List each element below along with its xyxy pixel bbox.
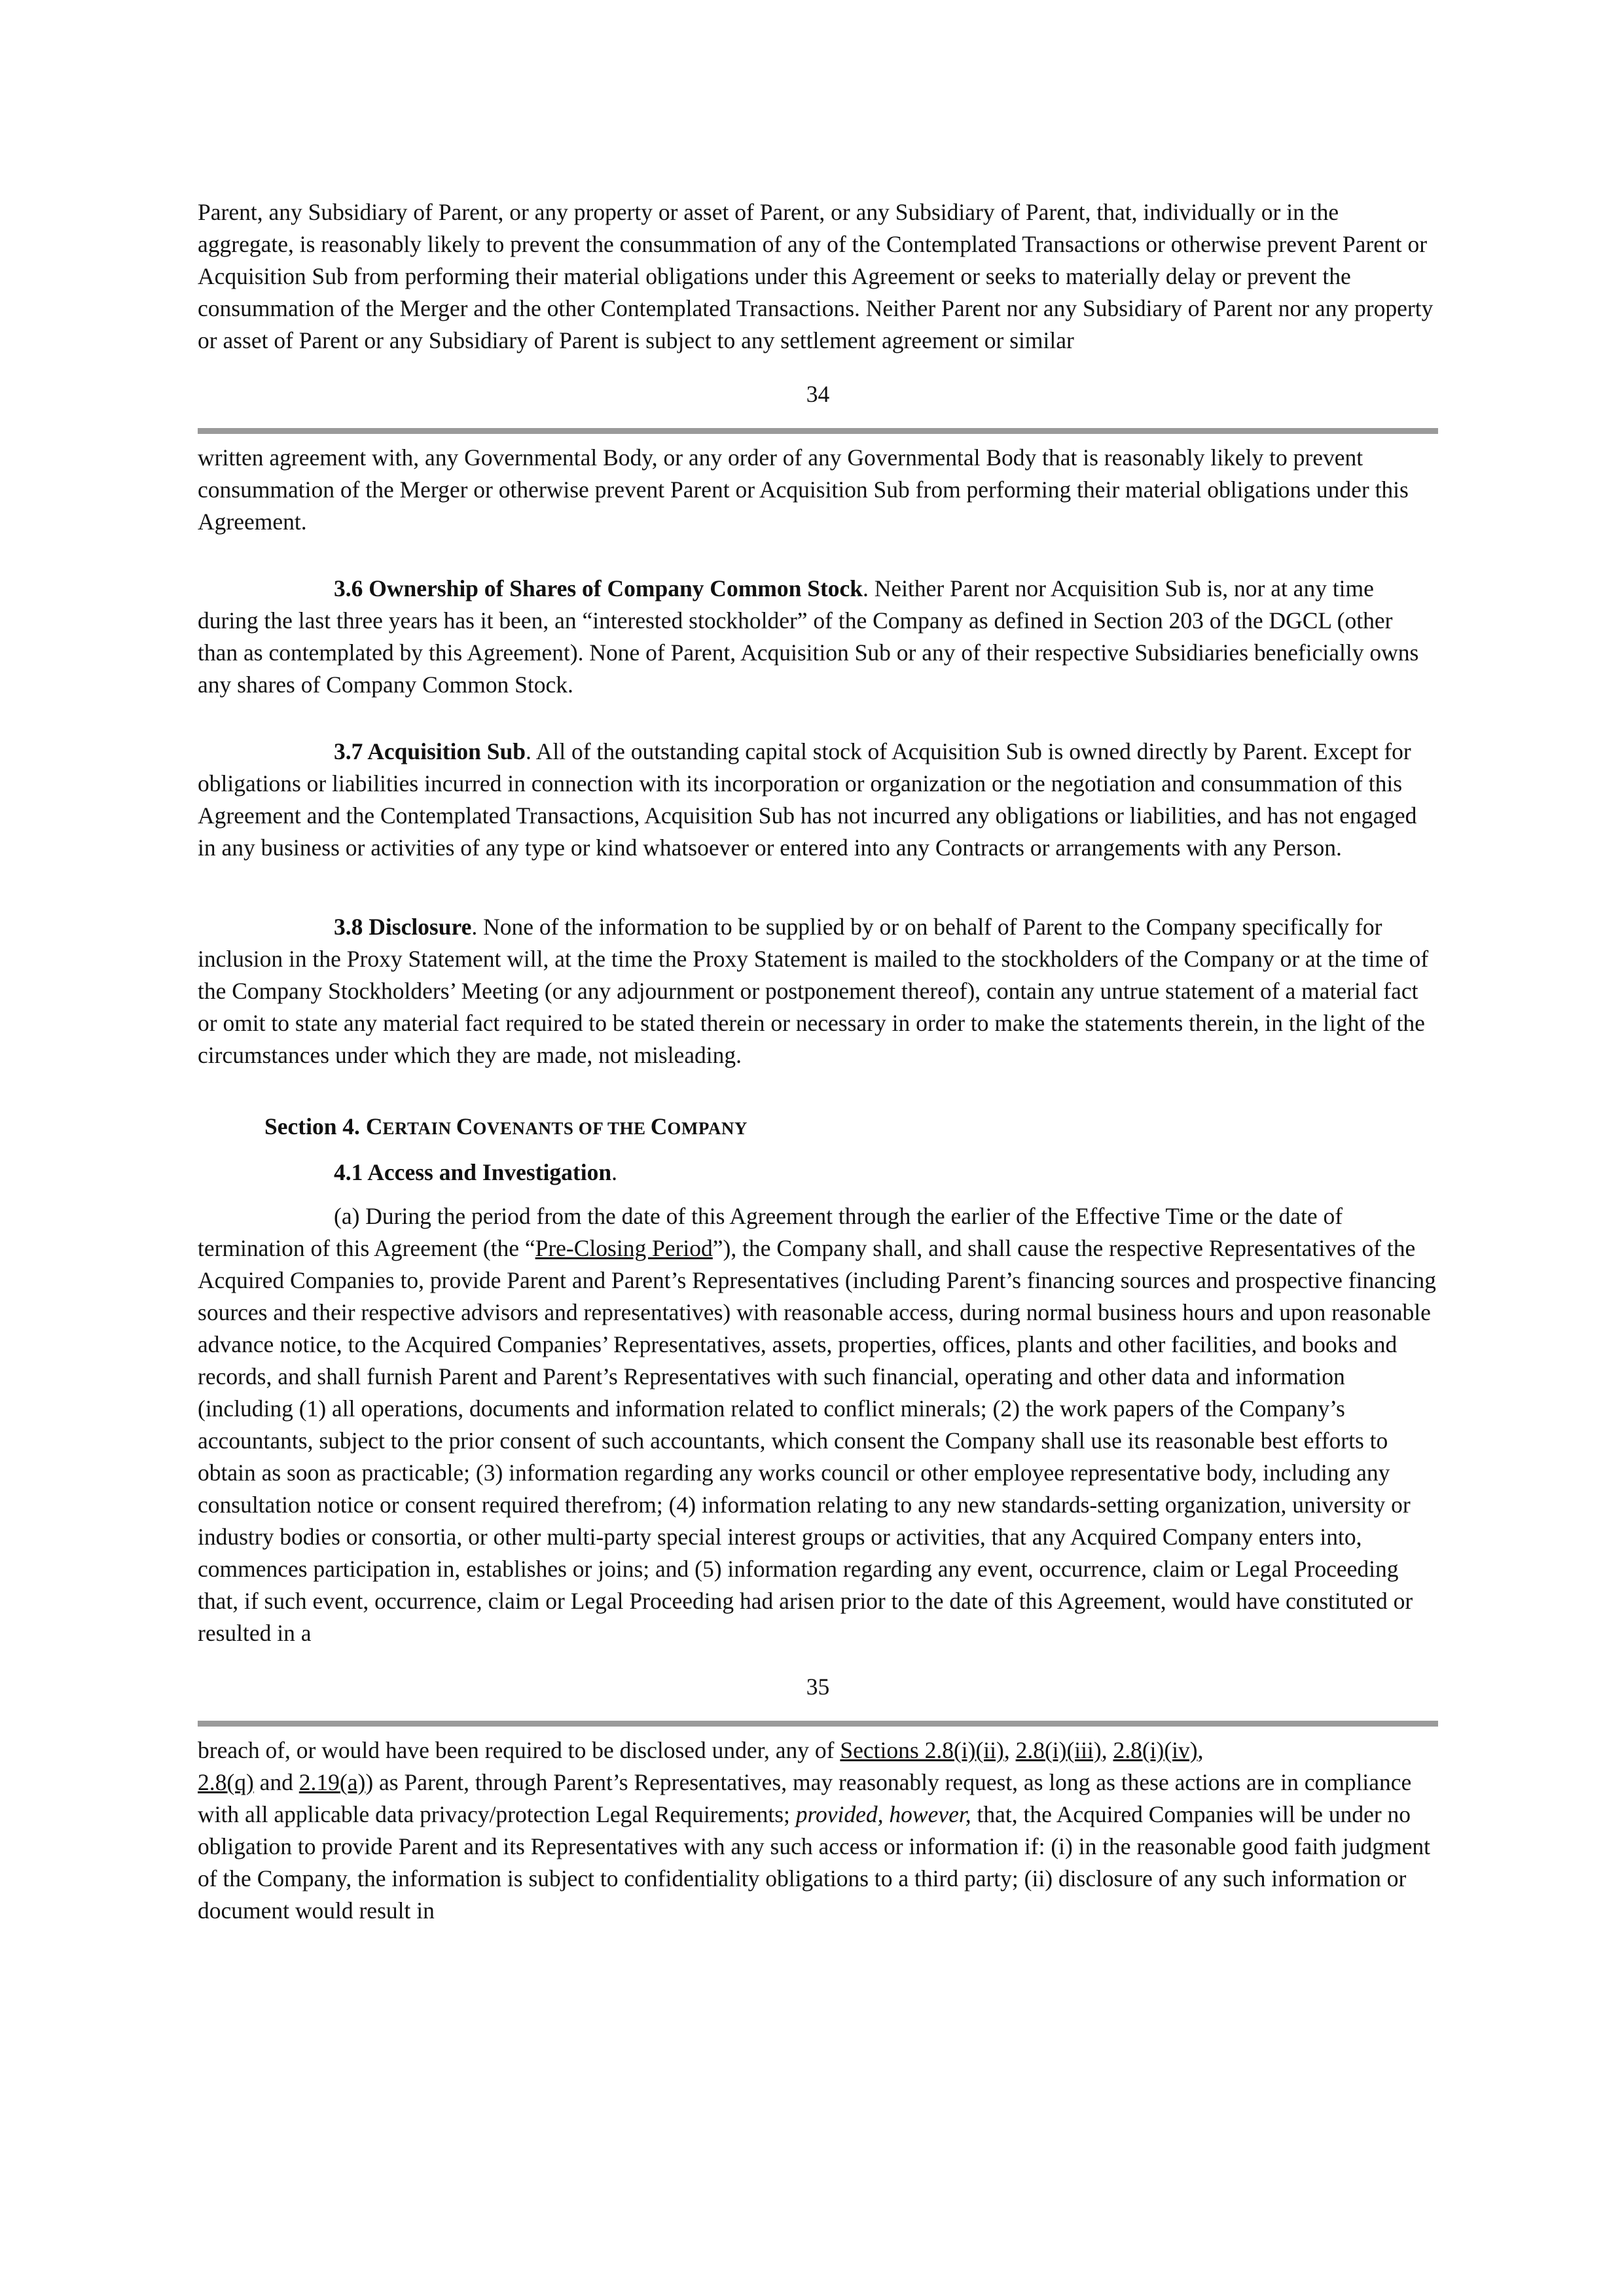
paragraph-continuation: written agreement with, any Governmental Body, or any order of any Governmental Body that is reasonably likely to prevent consummation of the Merger or otherwise prevent Parent or Acquisition Sub from performing their material obligations under this Agreement. xyxy=(198,444,1409,535)
document-page xyxy=(198,196,1438,1927)
paragraph-top: Parent, any Subsidiary of Parent, or any property or asset of Parent, or any Subsidiary of Parent, that, individually or in the aggregate, is reasonably likely to prevent the consummation of any of the Contemplated Transactions or otherwise prevent Parent or Acquisition Sub from performing their material obligations under this Agreement or seeks to materially delay or prevent the consummation of the Merger and the other Contemplated Transactions. Neither Parent nor any Subsidiary of Parent nor any property or asset of Parent or any Subsidiary of Parent is subject to any settlement agreement or similar xyxy=(198,199,1434,353)
section-4-1-a-text-2: ”), the Company shall, and shall cause the respective Representatives of the Acquired Companies to, provide Parent and Parent’s Representatives (including Parent’s financing sources and prospective financing sources and their respective advisors and representatives) with reasonable access, during normal business hours and upon reasonable advance notice, to the Acquired Companies’ Representatives, assets, properties, offices, plants and other facilities, and books and records, and shall furnish Parent and Parent’s Representatives with such financial, operating and other data and information (including (1) all operations, documents and information related to conflict minerals; (2) the work papers of the Company’s accountants, subject to the prior consent of such accountants, which consent the Company shall use its reasonable best efforts to obtain as soon as practicable; (3) information regarding any works council or other employee representative body, including any consultation notice or consent required therefrom; (4) information relating to any new standards-setting organization, university or industry bodies or consortia, or other multi-party special interest groups or activities, that any Acquired Company enters into, commences participation in, establishes or joins; and (5) information regarding any event, occurrence, claim or Legal Proceeding that, if such event, occurrence, claim or Legal Proceeding had arisen prior to the date of this Agreement, would have constituted or resulted in a xyxy=(198,1235,1436,1646)
bottom-italic-proviso: provided, however, xyxy=(795,1801,971,1827)
section-4-heading xyxy=(198,1111,1438,1145)
bottom-text-1: breach of, or would have been required to be disclosed under, any of xyxy=(198,1737,840,1763)
paragraph-bottom xyxy=(198,1734,1438,1927)
page-number-35: 35 xyxy=(806,1674,830,1700)
defined-term-pre-closing-period: Pre-Closing Period xyxy=(535,1235,713,1261)
section-4-1-heading xyxy=(198,1157,1438,1189)
section-4-1-a-text-1: (a) During the period from the date of this Agreement through the earlier of the Effective Time or the date of termination of this Agreement (the “ xyxy=(198,1203,1343,1261)
page-break-rule-2 xyxy=(198,1721,1438,1727)
section-3-8-body: . None of the information to be supplied by or on behalf of Parent to the Company specifically for inclusion in the Proxy Statement will, at the time the Proxy Statement is mailed to the stockholders of the Company or at the time of the Company Stockholders’ Meeting (or any adjournment or postponement thereof), contain any untrue statement of a material fact or omit to state any material fact required to be stated therein or necessary in order to make the statements therein, in the light of the circumstances under which they are made, not misleading. xyxy=(198,914,1429,1068)
section-4-1-period: . xyxy=(611,1159,617,1185)
section-3-8 xyxy=(198,911,1438,1071)
section-4-title-small-1: ERTAIN xyxy=(382,1119,456,1138)
section-4-label: Section 4. xyxy=(264,1113,366,1139)
page-number-34: 34 xyxy=(806,381,830,407)
section-4-title-cap-1: C xyxy=(365,1113,383,1139)
section-ref-2-19-a[interactable]: 2.19(a) xyxy=(298,1769,366,1795)
section-3-6 xyxy=(198,573,1438,701)
section-4-title-cap-2: C xyxy=(456,1113,473,1139)
page-break-rule xyxy=(198,428,1438,434)
section-ref-2-8-i-ii[interactable]: Sections 2.8(i)(ii) xyxy=(840,1737,1004,1763)
section-4-title-cap-3: C xyxy=(650,1113,668,1139)
bottom-sep-2: , xyxy=(1101,1737,1113,1763)
section-4-1-title: 4.1 Access and Investigation xyxy=(334,1159,612,1185)
bottom-text-2: ) as Parent, through Parent’s Representatives, may reasonably request, as long as these actions are in compliance with all applicable data privacy/protection Legal Requirements; xyxy=(198,1769,1412,1827)
section-ref-2-8-i-iv[interactable]: 2.8(i)(iv) xyxy=(1113,1737,1198,1763)
section-3-7 xyxy=(198,736,1438,864)
section-3-7-heading: 3.7 Acquisition Sub xyxy=(334,738,526,764)
section-ref-2-8-q[interactable]: 2.8(q) xyxy=(198,1769,254,1795)
section-4-title-small-2: OVENANTS OF THE xyxy=(473,1119,651,1138)
section-3-6-body: . Neither Parent nor Acquisition Sub is, nor at any time during the last three years has it been, an “interested stockholder” of the Company as defined in Section 203 of the DGCL (other than as contemplated by this Agreement). None of Parent, Acquisition Sub or any of their respective Subsidiaries beneficially owns any shares of Company Common Stock. xyxy=(198,575,1419,698)
bottom-sep-3: , xyxy=(1197,1737,1204,1763)
section-4-title-small-3: OMPANY xyxy=(667,1119,748,1138)
section-4-1-a xyxy=(198,1200,1438,1649)
section-3-6-heading: 3.6 Ownership of Shares of Company Common Stock xyxy=(334,575,863,601)
section-3-7-body: . All of the outstanding capital stock of Acquisition Sub is owned directly by Parent. Except for obligations or liabilities incurred in connection with its incorporation or organization or the negotiation and consummation of this Agreement and the Contemplated Transactions, Acquisition Sub has not incurred any obligations or liabilities, and has not engaged in any business or activities of any type or kind whatsoever or entered into any Contracts or arrangements with any Person. xyxy=(198,738,1417,861)
section-3-8-heading: 3.8 Disclosure xyxy=(334,914,472,940)
bottom-text-3: that, the Acquired Companies will be under no obligation to provide Parent and its Representatives with any such access or information if: (i) in the reasonable good faith judgment of the Company, the information is subject to confidentiality obligations to a third party; (ii) disclosure of any such information or document would result in xyxy=(198,1801,1430,1924)
section-ref-2-8-i-iii[interactable]: 2.8(i)(iii) xyxy=(1015,1737,1102,1763)
bottom-sep-1: , xyxy=(1003,1737,1016,1763)
bottom-sep-4: and xyxy=(253,1769,299,1795)
